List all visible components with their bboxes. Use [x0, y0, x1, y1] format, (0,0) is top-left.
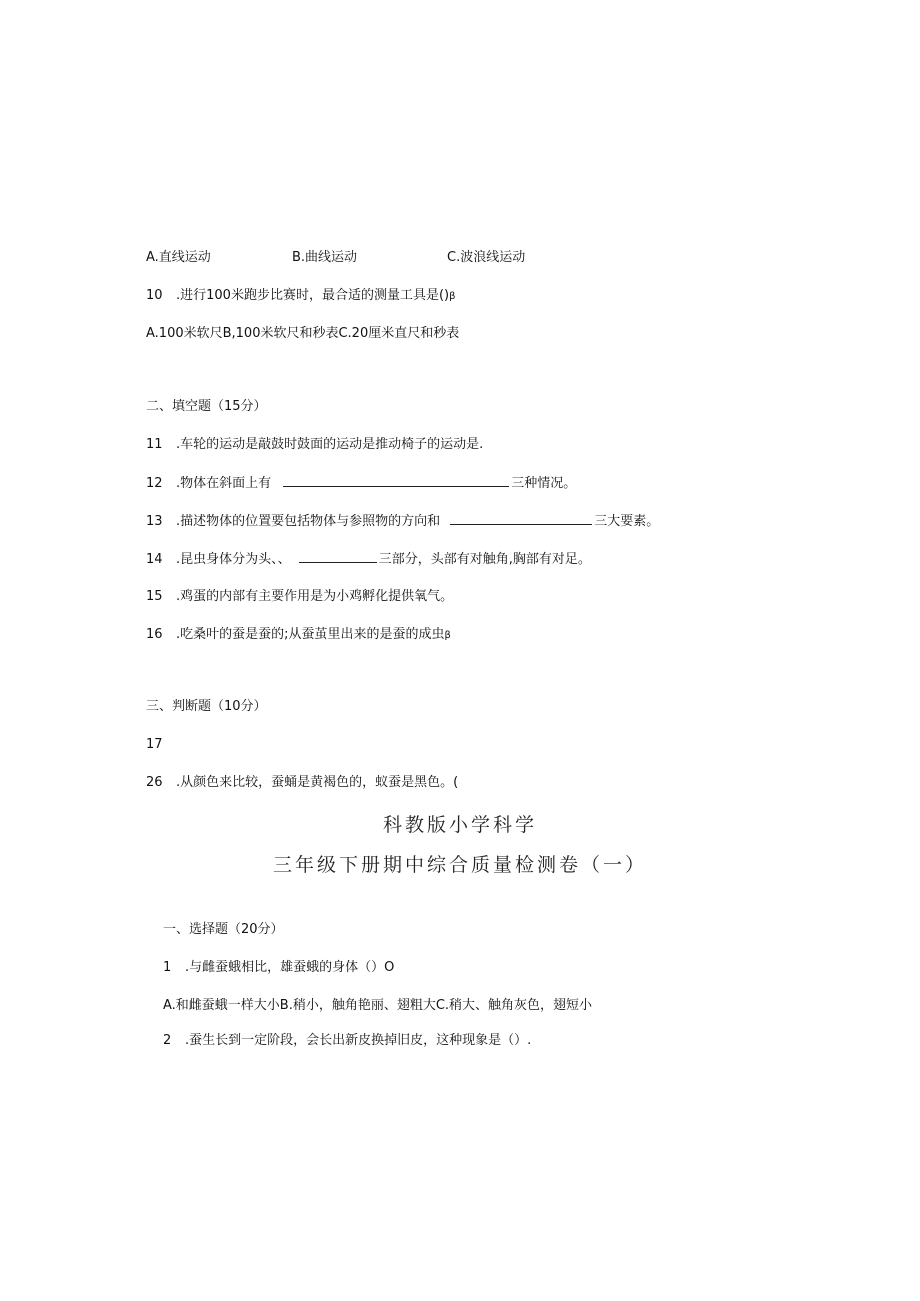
question-1	[163, 959, 394, 977]
question-number: 10	[146, 288, 163, 303]
q9-option-a: A.直线运动	[146, 250, 211, 265]
question-text-before: .物体在斜面上有	[176, 476, 272, 491]
question-number: 11	[146, 437, 163, 452]
question-number: 16	[146, 627, 163, 642]
question-text: .从颜色来比较，蚕蛹是黄褐色的，蚁蚕是黑色。(	[176, 775, 459, 790]
answer-blank	[283, 474, 509, 487]
question-text-after: 三大要素。	[594, 514, 660, 529]
q10-options: A.100米软尺B,100米软尺和秒表C.20厘米直尺和秒表	[146, 326, 460, 341]
section-1-heading: 一、选择题（20分）	[163, 922, 284, 937]
exam-title-line-2: 三年级下册期中综合质量检测卷（一）	[272, 854, 647, 876]
answer-blank	[450, 512, 592, 525]
question-12	[146, 474, 576, 493]
question-number: 15	[146, 589, 163, 604]
question-number: 12	[146, 476, 163, 491]
question-13	[146, 512, 659, 531]
question-text: .进行100米跑步比赛时，最合适的测量工具是()	[176, 288, 450, 303]
question-number: 17	[146, 737, 163, 752]
question-17	[146, 736, 176, 754]
question-number: 2	[163, 1033, 172, 1048]
question-10	[146, 287, 455, 306]
question-26	[146, 774, 458, 792]
question-14	[146, 550, 591, 569]
question-number: 26	[146, 775, 163, 790]
question-text-before: .描述物体的位置要包括物体与参照物的方向和	[176, 514, 441, 529]
question-11	[146, 436, 483, 454]
question-tail: β	[444, 630, 451, 641]
question-tail: β	[449, 291, 456, 302]
question-2	[163, 1032, 531, 1050]
question-number: 14	[146, 552, 163, 567]
question-text: .蚕生长到一定阶段，会长出新皮换掉旧皮，这种现象是（）.	[185, 1033, 532, 1048]
section-3-heading: 三、判断题（10分）	[146, 699, 267, 714]
answer-blank	[299, 550, 377, 563]
question-15	[146, 588, 453, 606]
q1-options: A.和雌蚕蛾一样大小B.稍小，触角艳丽、翅粗大C.稍大、触角灰色，翅短小	[163, 998, 593, 1013]
q9-option-c: C.波浪线运动	[447, 250, 526, 265]
question-text-after: 三种情况。	[511, 476, 577, 491]
q9-option-b: B.曲线运动	[292, 250, 358, 265]
section-2-heading: 二、填空题（15分）	[146, 399, 267, 414]
question-text: .与雌蚕蛾相比，雄蚕蛾的身体（）O	[185, 960, 395, 975]
q9-options	[146, 249, 525, 267]
question-text: .吃桑叶的蚕是蚕的;从蚕茧里出来的是蚕的成虫	[176, 627, 445, 642]
question-text-before: .昆虫身体分为头、、	[176, 552, 291, 567]
exam-title-line-1: 科教版小学科学	[382, 814, 537, 836]
question-16	[146, 626, 451, 645]
question-number: 13	[146, 514, 163, 529]
question-number: 1	[163, 960, 172, 975]
question-text: .鸡蛋的内部有主要作用是为小鸡孵化提供氧气。	[176, 589, 454, 604]
question-text: .车轮的运动是敲鼓时鼓面的运动是推动椅子的运动是.	[176, 437, 484, 452]
question-text-after: 三部分，头部有对触角,胸部有对足。	[378, 552, 591, 567]
